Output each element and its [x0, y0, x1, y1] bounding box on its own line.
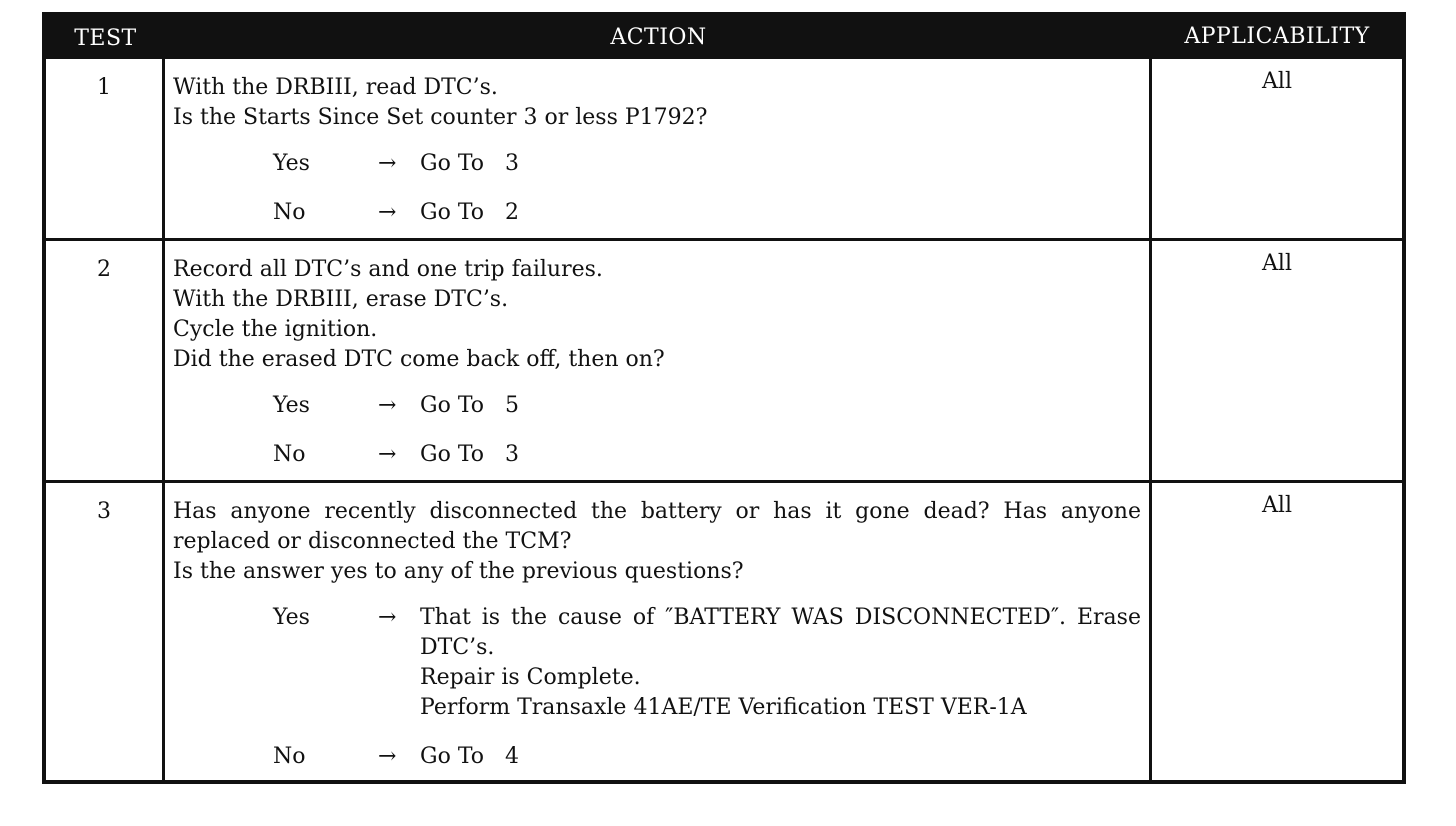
right-arrow-icon: → — [378, 605, 397, 630]
outcome-line: Repair is Complete. — [420, 665, 641, 690]
test-row-3 — [46, 480, 1402, 780]
column-header-test: TEST — [74, 25, 137, 51]
action-question: Is the answer yes to any of the previous questions? — [173, 559, 744, 584]
no-outcome — [420, 742, 1141, 772]
right-arrow-icon: → — [378, 744, 397, 769]
action-question: Did the erased DTC come back off, then on? — [173, 347, 665, 372]
outcome-line: Perform Transaxle 41AE/TE Verification TEST VER-1A — [420, 695, 1027, 720]
no-branch — [173, 440, 1141, 470]
test-applicability: All — [1262, 251, 1292, 276]
outcome-line: Go To 5 — [420, 393, 519, 418]
outcome-line: Go To 2 — [420, 200, 519, 225]
column-header-action: ACTION — [610, 24, 707, 50]
outcome-line: That is the cause of ″BATTERY WAS DISCONNECTED″. Erase DTC’s. — [420, 605, 1141, 660]
answer-choices — [173, 149, 1141, 228]
no-label: No — [273, 744, 306, 769]
test-action — [165, 59, 1152, 238]
test-applicability: All — [1262, 69, 1292, 94]
action-line: With the DRBIII, erase DTC’s. — [173, 287, 509, 312]
test-row-2 — [46, 238, 1402, 480]
test-applicability: All — [1262, 493, 1292, 518]
action-line: Has anyone recently disconnected the battery or has it gone dead? Has anyone replaced or disconnected the TCM? — [173, 499, 1141, 554]
right-arrow-icon: → — [378, 393, 397, 418]
yes-label: Yes — [273, 393, 310, 418]
answer-choices — [173, 603, 1141, 772]
yes-label: Yes — [273, 151, 310, 176]
test-action — [165, 241, 1152, 480]
diagnostic-test-table — [42, 12, 1406, 784]
action-question: Is the Starts Since Set counter 3 or less P1792? — [173, 105, 708, 130]
test-row-1 — [46, 56, 1402, 238]
column-header-applicability: APPLICABILITY — [1184, 23, 1370, 49]
right-arrow-icon: → — [378, 151, 397, 176]
table-header — [46, 16, 1402, 56]
outcome-line: Go To 3 — [420, 442, 519, 467]
action-line: With the DRBIII, read DTC’s. — [173, 75, 498, 100]
test-number: 3 — [46, 483, 165, 782]
no-outcome — [420, 198, 1141, 228]
answer-choices — [173, 391, 1141, 470]
yes-outcome — [420, 603, 1141, 723]
outcome-line: Go To 4 — [420, 744, 519, 769]
action-line: Record all DTC’s and one trip failures. — [173, 257, 603, 282]
no-label: No — [273, 200, 306, 225]
yes-label: Yes — [273, 605, 310, 630]
yes-outcome — [420, 391, 1141, 421]
test-number: 1 — [46, 59, 165, 238]
yes-branch — [173, 149, 1141, 179]
yes-branch — [173, 391, 1141, 421]
no-label: No — [273, 442, 306, 467]
test-number: 2 — [46, 241, 165, 480]
right-arrow-icon: → — [378, 442, 397, 467]
test-action — [165, 483, 1152, 782]
outcome-line: Go To 3 — [420, 151, 519, 176]
action-line: Cycle the ignition. — [173, 317, 378, 342]
no-branch — [173, 742, 1141, 772]
yes-outcome — [420, 149, 1141, 179]
no-outcome — [420, 440, 1141, 470]
no-branch — [173, 198, 1141, 228]
yes-branch — [173, 603, 1141, 723]
right-arrow-icon: → — [378, 200, 397, 225]
